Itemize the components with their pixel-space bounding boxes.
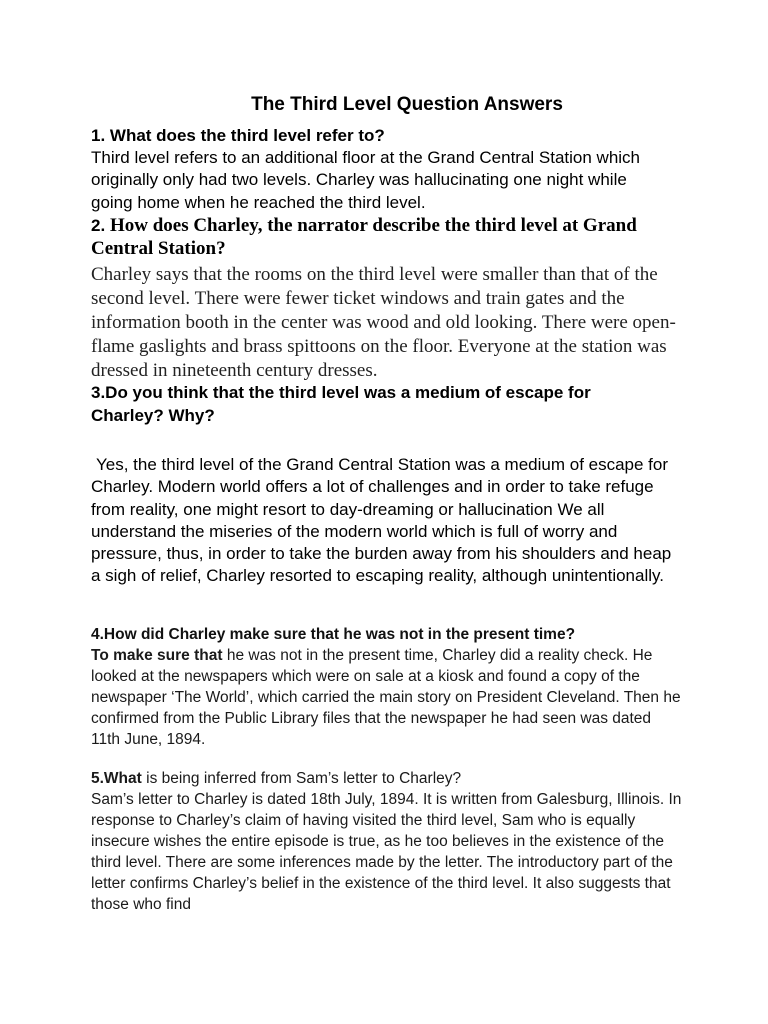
question-2-text: How does Charley, the narrator describe the third level at Grand Central Station? — [91, 215, 637, 259]
qa-block-1 — [91, 124, 691, 214]
question-5 — [91, 768, 691, 789]
question-5-lead: 5.What — [91, 770, 142, 787]
qa-block-2 — [91, 214, 691, 383]
answer-5: Sam’s letter to Charley is dated 18th July, 1894. It is written from Galesburg, Illinois. In response to Charley’s claim of having visited the third level, Sam who is equally insecure wishes the entire episode is true, as he too believes in the existence of the third level. There are some inferences made by the letter. The introductory part of the letter confirms Charley’s belief in the existence of the third level. It also suggests that those who find — [91, 791, 682, 913]
question-4: 4.How did Charley make sure that he was not in the present time? — [91, 626, 576, 643]
qa-block-4 — [91, 624, 691, 750]
question-2-number: 2. — [91, 216, 106, 235]
page-title: The Third Level Question Answers — [251, 94, 563, 115]
answer-4 — [91, 645, 683, 750]
question-3: 3.Do you think that the third level was a medium of escape for Charley? Why? — [91, 383, 591, 425]
qa-block-3 — [91, 381, 691, 588]
qa-block-5 — [91, 768, 691, 915]
answer-4-lead: To make sure that — [91, 647, 223, 664]
question-5-text: is being inferred from Sam’s letter to Charley? — [141, 770, 462, 787]
question-2 — [91, 214, 681, 260]
question-1: 1. What does the third level refer to? — [91, 126, 385, 145]
answer-3: Yes, the third level of the Grand Central Station was a medium of escape for Charley. Modern world offers a lot of challenges and in order to take refuge from reality, one might resort to day-dreaming or hallucination We all understand the miseries of the modern world which is full of worry and pressure, thus, in order to take the burden away from his shoulders and heap a sigh of relief, Charley resorted to escaping reality, although unintentionally. — [91, 455, 672, 586]
answer-1: Third level refers to an additional floor at the Grand Central Station which originally only had two levels. Charley was hallucinating one night while going home when he reached the third level. — [91, 148, 641, 212]
answer-2: Charley says that the rooms on the third level were smaller than that of the second level. There were fewer ticket windows and train gates and the information booth in the center was wood and old looking. There were open- flame gaslights and brass spittoons on the floor. Everyone at the station was dressed in nineteenth century dresses. — [91, 264, 676, 381]
answer-4-text: he was not in the present time, Charley did a reality check. He looked at the newspapers which were on sale at a kiosk and found a copy of the newspaper ‘The World’, which carried the main story on President Cleveland. Then he confirmed from the Public Library files that the newspaper he had seen was dated 11th June, 1894. — [91, 647, 681, 748]
